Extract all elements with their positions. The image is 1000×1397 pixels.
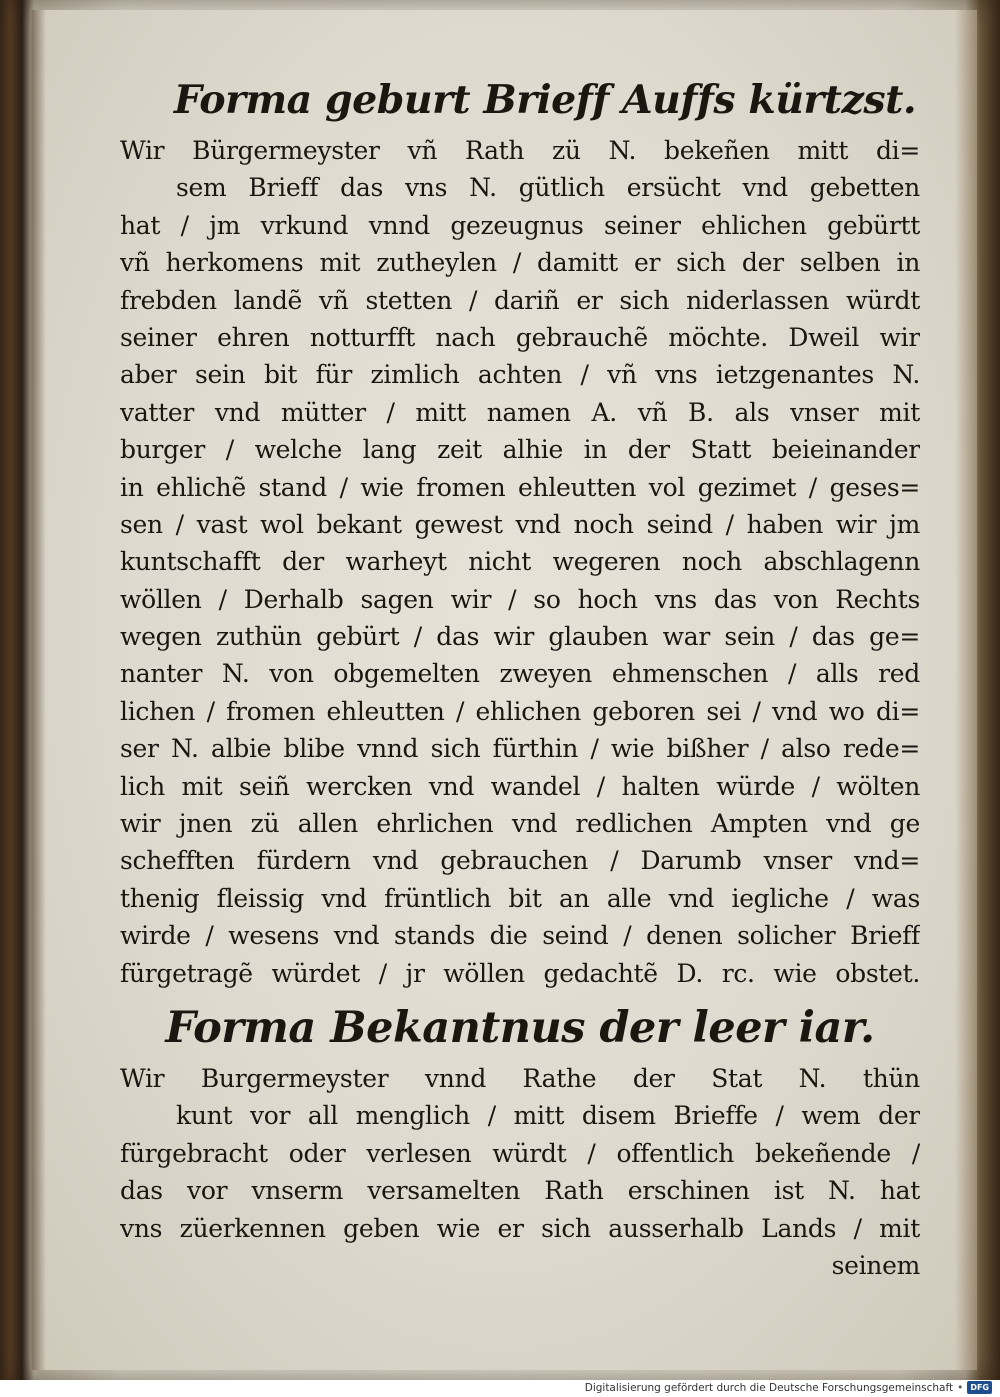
text-line: hat / jm vrkund vnnd gezeugnus seiner ehlichen gebürtt bbox=[120, 210, 920, 240]
text-line: lichen / fromen ehleutten / ehlichen geboren sei / vnd wo di= bbox=[120, 696, 920, 726]
heading-apprenticeship-certificate: Forma Bekantnus der leer iar. bbox=[165, 1002, 875, 1053]
text-line: vatter vnd mütter / mitt namen A. vñ B. als vnser mit bbox=[120, 397, 920, 427]
text-line: lich mit seiñ wercken vnd wandel / halten würde / wölten bbox=[120, 771, 920, 801]
digitization-credit bbox=[585, 1380, 992, 1395]
catchword: seinem bbox=[831, 1250, 920, 1280]
credit-text: Digitalisierung gefördert durch die Deutsche Forschungsgemeinschaft bbox=[584, 1381, 954, 1394]
text-line: seiner ehren notturfft nach gebrauchẽ möchte. Dweil wir bbox=[120, 322, 920, 352]
credit-separator: • bbox=[957, 1381, 964, 1394]
page-edge-shadow bbox=[955, 10, 977, 1370]
text-line: vñ herkomens mit zutheylen / damitt er sich der selben in bbox=[120, 248, 920, 278]
text-line: thenig fleissig vnd früntlich bit an alle vnd iegliche / was bbox=[120, 883, 920, 913]
text-line: sen / vast wol bekant gewest vnd noch seind / haben wir jm bbox=[120, 509, 920, 539]
page-text-block bbox=[120, 68, 920, 1284]
text-line: wirde / wesens vnd stands die seind / denen solicher Brieff bbox=[120, 921, 920, 951]
text-line: das vor vnserm versamelten Rath erschinen ist N. hat bbox=[120, 1176, 920, 1206]
text-line: burger / welche lang zeit alhie in der Statt beieinander bbox=[120, 435, 920, 465]
text-line: aber sein bit für zimlich achten / vñ vns ietzgenantes N. bbox=[120, 360, 920, 390]
text-line: frebden landẽ vñ stetten / dariñ er sich niderlassen würdt bbox=[120, 285, 920, 315]
text-line: wöllen / Derhalb sagen wir / so hoch vns das von Rechts bbox=[120, 584, 920, 614]
text-line: schefften fürdern vnd gebrauchen / Darumb vnser vnd= bbox=[120, 846, 920, 876]
text-line: ser N. albie blibe vnnd sich fürthin / wie bißher / also rede= bbox=[120, 734, 920, 764]
book-page bbox=[30, 10, 977, 1370]
page-gutter-shadow bbox=[32, 10, 46, 1370]
heading-birth-letter: Forma geburt Brieff Auffs kürtzst. bbox=[173, 77, 917, 123]
text-line: Wir Bürgermeyster vñ Rath zü N. bekeñen mitt di= bbox=[120, 136, 920, 165]
text-line: fürgetragẽ würdet / jr wöllen gedachtẽ D. rc. wie obstet. bbox=[120, 958, 920, 988]
dfg-logo-icon: DFG bbox=[967, 1381, 992, 1394]
text-line: fürgebracht oder verlesen würdt / offentlich bekeñende / bbox=[120, 1138, 920, 1168]
text-line: nanter N. von obgemelten zweyen ehmenschen / alls red bbox=[120, 659, 920, 689]
text-line: kunt vor all menglich / mitt disem Brieffe / wem der bbox=[176, 1101, 920, 1131]
section-birth-letter bbox=[120, 132, 920, 992]
text-line: wegen zuthün gebürt / das wir glauben war sein / das ge= bbox=[120, 622, 920, 652]
text-line: sem Brieff das vns N. gütlich ersücht vnd gebetten bbox=[176, 173, 920, 203]
text-line: in ehlichẽ stand / wie fromen ehleutten vol gezimet / geses= bbox=[120, 472, 920, 502]
text-line: vns züerkennen geben wie er sich ausserhalb Lands / mit bbox=[120, 1213, 920, 1243]
section-apprenticeship-certificate bbox=[120, 1060, 920, 1284]
text-line: Wir Burgermeyster vnnd Rathe der Stat N. thün bbox=[120, 1063, 920, 1093]
text-line: kuntschafft der warheyt nicht wegeren noch abschlagenn bbox=[120, 547, 920, 577]
text-line: wir jnen zü allen ehrlichen vnd redlichen Ampten vnd ge bbox=[120, 809, 920, 839]
